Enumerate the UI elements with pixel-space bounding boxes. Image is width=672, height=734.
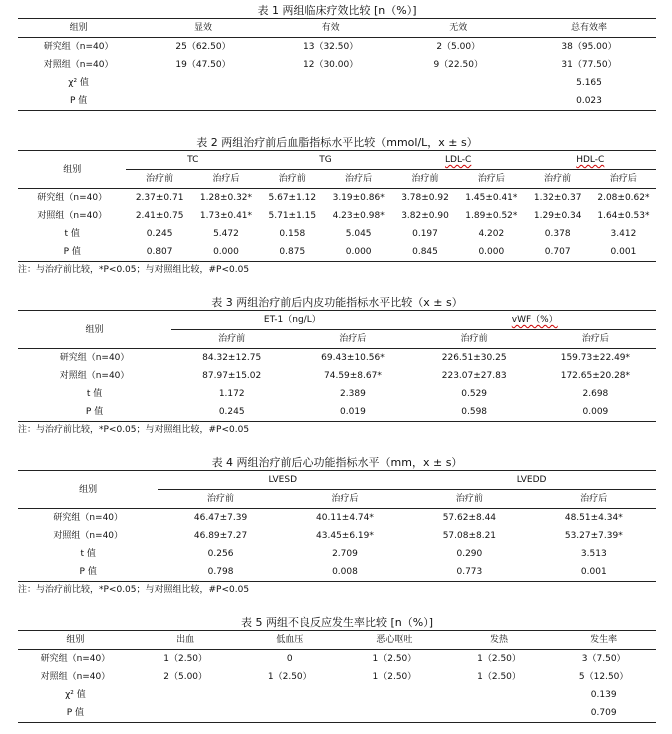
table-cell: 0.008 — [283, 563, 407, 582]
table-3-block — [18, 296, 656, 436]
table-cell: 84.32±12.75 — [202, 353, 262, 363]
table-cell: 0.158 — [279, 229, 306, 239]
table-cell: 1（2.50） — [477, 672, 521, 682]
table-cell: 9（22.50） — [433, 60, 483, 70]
table-2-group-label: 组别 — [18, 151, 126, 189]
table-cell: 5.165 — [576, 78, 602, 88]
table-3-group-label: 组别 — [18, 311, 171, 349]
table-cell: 0.001 — [591, 243, 656, 262]
subheader: 治疗后 — [325, 170, 391, 189]
table-cell: 3.82±0.90 — [401, 211, 449, 221]
table-4 — [18, 470, 656, 582]
table-cell: 4.202 — [478, 229, 505, 239]
row-label: t 值 — [80, 549, 96, 559]
table-row — [18, 527, 656, 545]
table-2-group-hdl: HDL-C — [525, 151, 656, 170]
table-5-caption: 表 5 两组不良反应发生率比较 [n（%）] — [241, 616, 433, 629]
table-row — [18, 385, 656, 403]
table-cell: 19（47.50） — [175, 60, 231, 70]
table-cell: 0.709 — [551, 704, 656, 723]
table-cell: 0.845 — [392, 243, 458, 262]
table-3-group-vwf: vWF（%） — [414, 311, 656, 330]
table-cell: 2.698 — [582, 389, 609, 399]
row-label: P 值 — [18, 92, 139, 111]
table-cell: 0.245 — [171, 403, 292, 422]
table-row — [18, 650, 656, 669]
table-cell: 2（5.00） — [163, 672, 208, 682]
table-5-header: 恶心呕吐 — [342, 631, 447, 650]
table-cell: 3.412 — [610, 229, 637, 239]
table-2-caption: 表 2 两组治疗前后血脂指标水平比较（mmol/L，x ± s） — [196, 136, 478, 149]
subheader: 治疗前 — [392, 170, 458, 189]
table-row — [18, 38, 656, 57]
subheader: 治疗前 — [126, 170, 192, 189]
row-label: 对照组（n=40） — [40, 672, 111, 682]
subheader: 治疗前 — [414, 330, 535, 349]
table-3 — [18, 310, 656, 422]
row-label: t 值 — [64, 229, 80, 239]
table-1-header-row — [18, 19, 656, 38]
table-cell: 1.89±0.52* — [465, 211, 518, 221]
table-1-header: 组别 — [18, 19, 139, 38]
row-label: 对照组（n=40） — [37, 211, 108, 221]
table-cell: 46.47±7.39 — [193, 513, 248, 523]
table-row — [18, 189, 656, 208]
row-label: χ² 值 — [65, 690, 86, 700]
table-5-header: 发生率 — [551, 631, 656, 650]
table-row — [18, 243, 656, 262]
table-5-block — [18, 616, 656, 723]
table-cell: 1（2.50） — [372, 654, 417, 664]
table-row — [18, 704, 656, 723]
table-2-group-header-row — [18, 151, 656, 170]
table-cell: 2.389 — [340, 389, 366, 399]
table-2-group-ldl: LDL-C — [392, 151, 525, 170]
table-1-header: 无效 — [394, 19, 522, 38]
table-cell: 0.798 — [158, 563, 282, 582]
subheader: 治疗后 — [292, 330, 413, 349]
table-cell: 0.019 — [292, 403, 413, 422]
table-cell: 172.65±20.28* — [560, 371, 631, 381]
table-row — [18, 686, 656, 704]
table-cell: 0.000 — [193, 243, 259, 262]
table-cell: 57.62±8.44 — [442, 513, 497, 523]
table-1-header: 显效 — [139, 19, 267, 38]
table-2-block — [18, 136, 656, 276]
table-row — [18, 207, 656, 225]
table-cell: 38（95.00） — [561, 42, 617, 52]
table-row — [18, 668, 656, 686]
table-1-caption: 表 1 两组临床疗效比较 [n（%）] — [257, 4, 417, 17]
table-cell: 0.023 — [522, 92, 656, 111]
table-cell: 3（7.50） — [581, 654, 626, 664]
row-label: 研究组（n=40） — [53, 513, 124, 523]
table-cell: 0 — [286, 654, 293, 664]
row-label: 研究组（n=40） — [59, 353, 130, 363]
table-cell: 2（5.00） — [436, 42, 481, 52]
table-cell: 0.707 — [525, 243, 591, 262]
table-cell: 4.23±0.98* — [332, 211, 385, 221]
table-5-header: 组别 — [18, 631, 133, 650]
table-1 — [18, 18, 656, 111]
table-row — [18, 225, 656, 243]
table-cell: 223.07±27.83 — [441, 371, 507, 381]
table-cell: 1（2.50） — [477, 654, 521, 664]
table-cell: 57.08±8.21 — [442, 531, 497, 541]
table-cell: 226.51±30.25 — [441, 353, 507, 363]
table-3-group-header-row — [18, 311, 656, 330]
row-label: 研究组（n=40） — [37, 193, 108, 203]
subheader: 治疗前 — [525, 170, 591, 189]
table-cell: 2.41±0.75 — [135, 211, 184, 221]
table-row — [18, 509, 656, 528]
table-cell: 0.009 — [535, 403, 656, 422]
table-row — [18, 56, 656, 74]
table-cell: 1.28±0.32* — [199, 193, 253, 203]
table-cell: 0.197 — [412, 229, 438, 239]
subheader: 治疗前 — [407, 490, 531, 509]
table-cell: 25（62.50） — [175, 42, 231, 52]
table-cell: 1.64±0.53* — [597, 211, 650, 221]
table-row — [18, 545, 656, 563]
row-label: 研究组（n=40） — [40, 654, 111, 664]
table-cell: 3.78±0.92 — [401, 193, 449, 203]
table-cell: 0.000 — [325, 243, 391, 262]
row-label: P 值 — [18, 704, 133, 723]
table-row — [18, 92, 656, 111]
table-cell: 0.139 — [590, 690, 617, 700]
table-4-group-lvesd: LVESD — [158, 471, 407, 490]
table-cell: 1.32±0.37 — [533, 193, 582, 203]
table-3-note: 注：与治疗前比较，*P<0.05；与对照组比较，#P<0.05 — [18, 425, 250, 435]
table-cell: 0.378 — [544, 229, 571, 239]
table-cell: 1（2.50） — [163, 654, 208, 664]
table-cell: 31（77.50） — [561, 60, 617, 70]
table-cell: 0.290 — [456, 549, 483, 559]
table-cell: 0.245 — [146, 229, 173, 239]
table-5-header: 低血压 — [237, 631, 342, 650]
row-label: P 值 — [18, 243, 126, 262]
table-cell: 2.37±0.71 — [135, 193, 184, 203]
subheader: 治疗后 — [193, 170, 259, 189]
table-cell: 5（12.50） — [578, 672, 629, 682]
row-label: 研究组（n=40） — [43, 42, 114, 52]
table-row — [18, 563, 656, 582]
subheader: 治疗后 — [535, 330, 656, 349]
table-1-header: 有效 — [267, 19, 395, 38]
row-label: P 值 — [18, 403, 171, 422]
table-4-group-lvedd: LVEDD — [407, 471, 656, 490]
table-cell: 69.43±10.56* — [321, 353, 385, 363]
subheader: 治疗后 — [458, 170, 524, 189]
subheader: 治疗前 — [158, 490, 282, 509]
table-cell: 3.19±0.86* — [332, 193, 385, 203]
table-cell: 1（2.50） — [267, 672, 312, 682]
table-cell: 3.513 — [580, 549, 607, 559]
row-label: χ² 值 — [68, 78, 89, 88]
table-cell: 5.71±1.15 — [268, 211, 317, 221]
row-label: 对照组（n=40） — [43, 60, 114, 70]
table-4-caption: 表 4 两组治疗前后心功能指标水平（mm，x ± s） — [211, 456, 463, 469]
table-cell: 2.08±0.62* — [597, 193, 650, 203]
table-cell: 48.51±4.34* — [564, 513, 623, 523]
table-cell: 0.529 — [461, 389, 488, 399]
table-3-group-et1: ET-1（ng/L） — [171, 311, 413, 330]
table-4-group-header-row — [18, 471, 656, 490]
table-cell: 1.45±0.41* — [465, 193, 518, 203]
row-label: P 值 — [18, 563, 158, 582]
table-cell: 1（2.50） — [372, 672, 417, 682]
subheader: 治疗前 — [171, 330, 292, 349]
table-cell: 5.472 — [213, 229, 239, 239]
table-row — [18, 403, 656, 422]
table-5 — [18, 630, 656, 723]
table-cell: 0.001 — [532, 563, 656, 582]
subheader: 治疗后 — [591, 170, 656, 189]
table-cell: 0.256 — [207, 549, 234, 559]
table-5-header: 出血 — [133, 631, 238, 650]
table-cell: 87.97±15.02 — [202, 371, 262, 381]
table-cell: 40.11±4.74* — [316, 513, 374, 523]
table-cell: 46.89±7.27 — [193, 531, 248, 541]
table-cell: 13（32.50） — [303, 42, 359, 52]
subheader: 治疗后 — [283, 490, 407, 509]
table-1-header: 总有效率 — [522, 19, 656, 38]
table-5-header: 发热 — [447, 631, 552, 650]
table-2 — [18, 150, 656, 262]
table-cell: 74.59±8.67* — [324, 371, 382, 381]
table-cell: 0.773 — [407, 563, 531, 582]
table-cell: 53.27±7.39* — [564, 531, 623, 541]
subheader: 治疗前 — [259, 170, 325, 189]
table-4-group-label: 组别 — [18, 471, 158, 509]
table-cell: 43.45±6.19* — [316, 531, 374, 541]
table-3-caption: 表 3 两组治疗前后内皮功能指标水平比较（x ± s） — [211, 296, 463, 309]
table-2-group-tg: TG — [259, 151, 392, 170]
row-label: 对照组（n=40） — [53, 531, 124, 541]
table-5-header-row — [18, 631, 656, 650]
table-4-block — [18, 456, 656, 596]
table-cell: 5.67±1.12 — [268, 193, 317, 203]
table-cell: 1.29±0.34 — [533, 211, 582, 221]
table-cell: 159.73±22.49* — [560, 353, 631, 363]
table-1-block — [18, 4, 656, 111]
table-cell: 0.807 — [126, 243, 192, 262]
table-cell: 12（30.00） — [303, 60, 359, 70]
table-cell: 2.709 — [332, 549, 358, 559]
subheader: 治疗后 — [532, 490, 656, 509]
table-cell: 1.73±0.41* — [199, 211, 253, 221]
table-4-note: 注：与治疗前比较，*P<0.05；与对照组比较，#P<0.05 — [18, 585, 250, 595]
row-label: 对照组（n=40） — [59, 371, 130, 381]
table-2-note: 注：与治疗前比较，*P<0.05；与对照组比较，#P<0.05 — [18, 265, 250, 275]
row-label: t 值 — [86, 389, 103, 399]
table-row — [18, 367, 656, 385]
table-cell: 0.598 — [414, 403, 535, 422]
table-2-group-tc: TC — [126, 151, 259, 170]
table-cell: 0.875 — [259, 243, 325, 262]
table-row — [18, 349, 656, 368]
table-cell: 5.045 — [345, 229, 372, 239]
table-cell: 0.000 — [458, 243, 524, 262]
table-row — [18, 74, 656, 92]
table-cell: 1.172 — [218, 389, 245, 399]
